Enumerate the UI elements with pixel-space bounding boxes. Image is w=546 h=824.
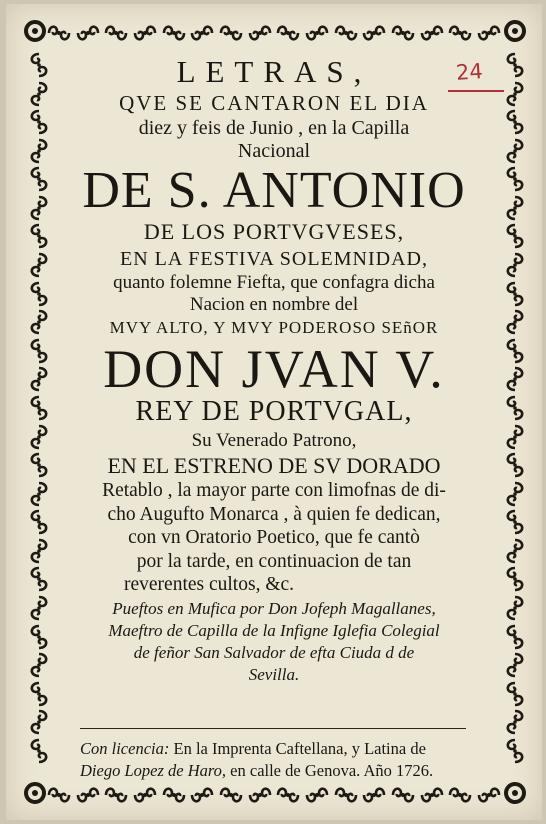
corner-ornament-icon bbox=[20, 16, 50, 46]
fleuron-ornament bbox=[189, 785, 215, 805]
fleuron-ornament bbox=[503, 509, 527, 535]
title-line: Nacional bbox=[237, 140, 311, 162]
fleuron-ornament bbox=[27, 366, 51, 392]
title-letras: LETRAS, bbox=[176, 54, 372, 89]
corner-ornament-icon bbox=[500, 16, 530, 46]
fleuron-ornament bbox=[75, 785, 101, 805]
title-line: Su Venerado Patrono, bbox=[191, 430, 357, 451]
book-page bbox=[6, 4, 542, 820]
fleuron-ornament bbox=[503, 395, 527, 421]
corner-ornament-icon bbox=[500, 778, 530, 808]
fleuron-ornament bbox=[503, 338, 527, 364]
fleuron-ornament bbox=[304, 785, 330, 805]
fleuron-ornament bbox=[361, 23, 387, 43]
fleuron-ornament bbox=[161, 23, 187, 43]
right-ornamental-border bbox=[500, 52, 530, 764]
fleuron-ornament bbox=[503, 223, 527, 249]
credit-line: de feñor San Salvador de efta Ciuda d de bbox=[133, 642, 415, 662]
fleuron-ornament bbox=[503, 281, 527, 307]
fleuron-ornament bbox=[103, 23, 129, 43]
credit-line: Sevilla. bbox=[248, 664, 300, 684]
fleuron-ornament bbox=[27, 252, 51, 278]
fleuron-ornament bbox=[419, 23, 445, 43]
fleuron-ornament bbox=[503, 624, 527, 650]
fleuron-ornament bbox=[27, 424, 51, 450]
fleuron-ornament bbox=[27, 109, 51, 135]
fleuron-ornament bbox=[503, 109, 527, 135]
imprint-line-2 bbox=[80, 760, 472, 782]
fleuron-ornament bbox=[247, 785, 273, 805]
fleuron-ornament bbox=[27, 309, 51, 335]
fleuron-ornament bbox=[27, 281, 51, 307]
fleuron-ornament bbox=[27, 481, 51, 507]
body-line: Retablo , la mayor parte con limofnas de di- bbox=[102, 480, 446, 501]
fleuron-ornament bbox=[132, 23, 158, 43]
title-line: QVE SE CANTARON EL DIA bbox=[119, 91, 429, 115]
body-line: por la tarde, en continuacion de tan bbox=[136, 550, 412, 572]
fleuron-ornament bbox=[503, 309, 527, 335]
fleuron-ornament bbox=[27, 709, 51, 735]
fleuron-ornament bbox=[503, 52, 527, 78]
bottom-ornamental-border bbox=[46, 780, 502, 810]
credit-line: Pueftos en Mufica por Don Jofeph Magallanes, bbox=[112, 598, 436, 618]
fleuron-ornament bbox=[27, 595, 51, 621]
fleuron-ornament bbox=[503, 424, 527, 450]
title-block bbox=[72, 56, 476, 683]
fleuron-ornament bbox=[218, 23, 244, 43]
fleuron-ornament bbox=[503, 538, 527, 564]
title-de-s-antonio: DE S. ANTONIO bbox=[82, 162, 466, 219]
fleuron-ornament bbox=[161, 785, 187, 805]
title-line: Nacion en nombre del bbox=[189, 294, 359, 315]
fleuron-ornament bbox=[27, 681, 51, 707]
fleuron-ornament bbox=[419, 785, 445, 805]
fleuron-ornament bbox=[503, 452, 527, 478]
fleuron-ornament bbox=[503, 595, 527, 621]
imprint-text: en calle de Genova. Año 1726. bbox=[226, 761, 434, 781]
title-line: EN EL ESTRENO DE SV DORADO bbox=[107, 453, 441, 478]
body-line: reverentes cultos, &c. bbox=[124, 574, 295, 595]
fleuron-ornament bbox=[503, 138, 527, 164]
fleuron-ornament bbox=[103, 785, 129, 805]
fleuron-ornament bbox=[27, 338, 51, 364]
fleuron-ornament bbox=[27, 223, 51, 249]
title-line: EN LA FESTIVA SOLEMNIDAD, bbox=[120, 248, 428, 270]
title-line: DE LOS PORTVGVESES, bbox=[143, 219, 405, 244]
fleuron-ornament bbox=[75, 23, 101, 43]
title-line: quanto folemne Fiefta, que confagra dicha bbox=[113, 272, 435, 293]
fleuron-ornament bbox=[27, 138, 51, 164]
credit-line: Maeftro de Capilla de la Infigne Iglefia Colegial bbox=[108, 620, 440, 640]
fleuron-ornament bbox=[189, 23, 215, 43]
fleuron-ornament bbox=[503, 195, 527, 221]
fleuron-ornament bbox=[247, 23, 273, 43]
corner-ornament-icon bbox=[20, 778, 50, 808]
fleuron-ornament bbox=[390, 23, 416, 43]
fleuron-ornament bbox=[27, 81, 51, 107]
imprint-block bbox=[80, 738, 472, 783]
fleuron-ornament bbox=[447, 23, 473, 43]
top-ornamental-border bbox=[46, 18, 502, 48]
fleuron-ornament bbox=[27, 624, 51, 650]
fleuron-ornament bbox=[218, 785, 244, 805]
fleuron-ornament bbox=[503, 709, 527, 735]
fleuron-ornament bbox=[503, 566, 527, 592]
fleuron-ornament bbox=[503, 252, 527, 278]
fleuron-ornament bbox=[503, 166, 527, 192]
imprint-text: En la Imprenta Caftellana, y Latina de bbox=[169, 739, 426, 758]
fleuron-ornament bbox=[447, 785, 473, 805]
fleuron-ornament bbox=[27, 738, 51, 764]
imprint-label: Con licencia: bbox=[80, 739, 170, 758]
fleuron-ornament bbox=[333, 785, 359, 805]
fleuron-ornament bbox=[476, 23, 502, 43]
fleuron-ornament bbox=[503, 738, 527, 764]
fleuron-ornament bbox=[27, 452, 51, 478]
title-don-juan: DON JVAN V. bbox=[103, 339, 445, 399]
imprint-line-1 bbox=[80, 738, 472, 760]
fleuron-ornament bbox=[27, 52, 51, 78]
body-line: con vn Oratorio Poetico, que fe cantò bbox=[128, 527, 420, 548]
fleuron-ornament bbox=[27, 395, 51, 421]
fleuron-ornament bbox=[132, 785, 158, 805]
fleuron-ornament bbox=[503, 366, 527, 392]
imprint-divider bbox=[80, 728, 466, 729]
fleuron-ornament bbox=[275, 23, 301, 43]
fleuron-ornament bbox=[27, 538, 51, 564]
fleuron-ornament bbox=[503, 681, 527, 707]
fleuron-ornament bbox=[333, 23, 359, 43]
left-ornamental-border bbox=[24, 52, 54, 764]
imprint-printer: Diego Lopez de Haro, bbox=[80, 761, 227, 781]
fleuron-ornament bbox=[476, 785, 502, 805]
fleuron-ornament bbox=[27, 195, 51, 221]
title-rey-de-portugal: REY DE PORTVGAL, bbox=[135, 396, 413, 427]
fleuron-ornament bbox=[27, 652, 51, 678]
fleuron-ornament bbox=[27, 166, 51, 192]
fleuron-ornament bbox=[503, 652, 527, 678]
fleuron-ornament bbox=[27, 509, 51, 535]
fleuron-ornament bbox=[503, 481, 527, 507]
title-line: diez y feis de Junio , en la Capilla bbox=[138, 117, 410, 139]
fleuron-ornament bbox=[27, 566, 51, 592]
title-line: MVY ALTO, Y MVY PODEROSO SEñOR bbox=[109, 318, 439, 337]
fleuron-ornament bbox=[304, 23, 330, 43]
fleuron-ornament bbox=[275, 785, 301, 805]
fleuron-ornament bbox=[361, 785, 387, 805]
fleuron-ornament bbox=[503, 81, 527, 107]
handwritten-page-number: 24 bbox=[455, 59, 484, 85]
body-line: cho Augufto Monarca , à quien fe dedican, bbox=[107, 503, 441, 525]
fleuron-ornament bbox=[390, 785, 416, 805]
